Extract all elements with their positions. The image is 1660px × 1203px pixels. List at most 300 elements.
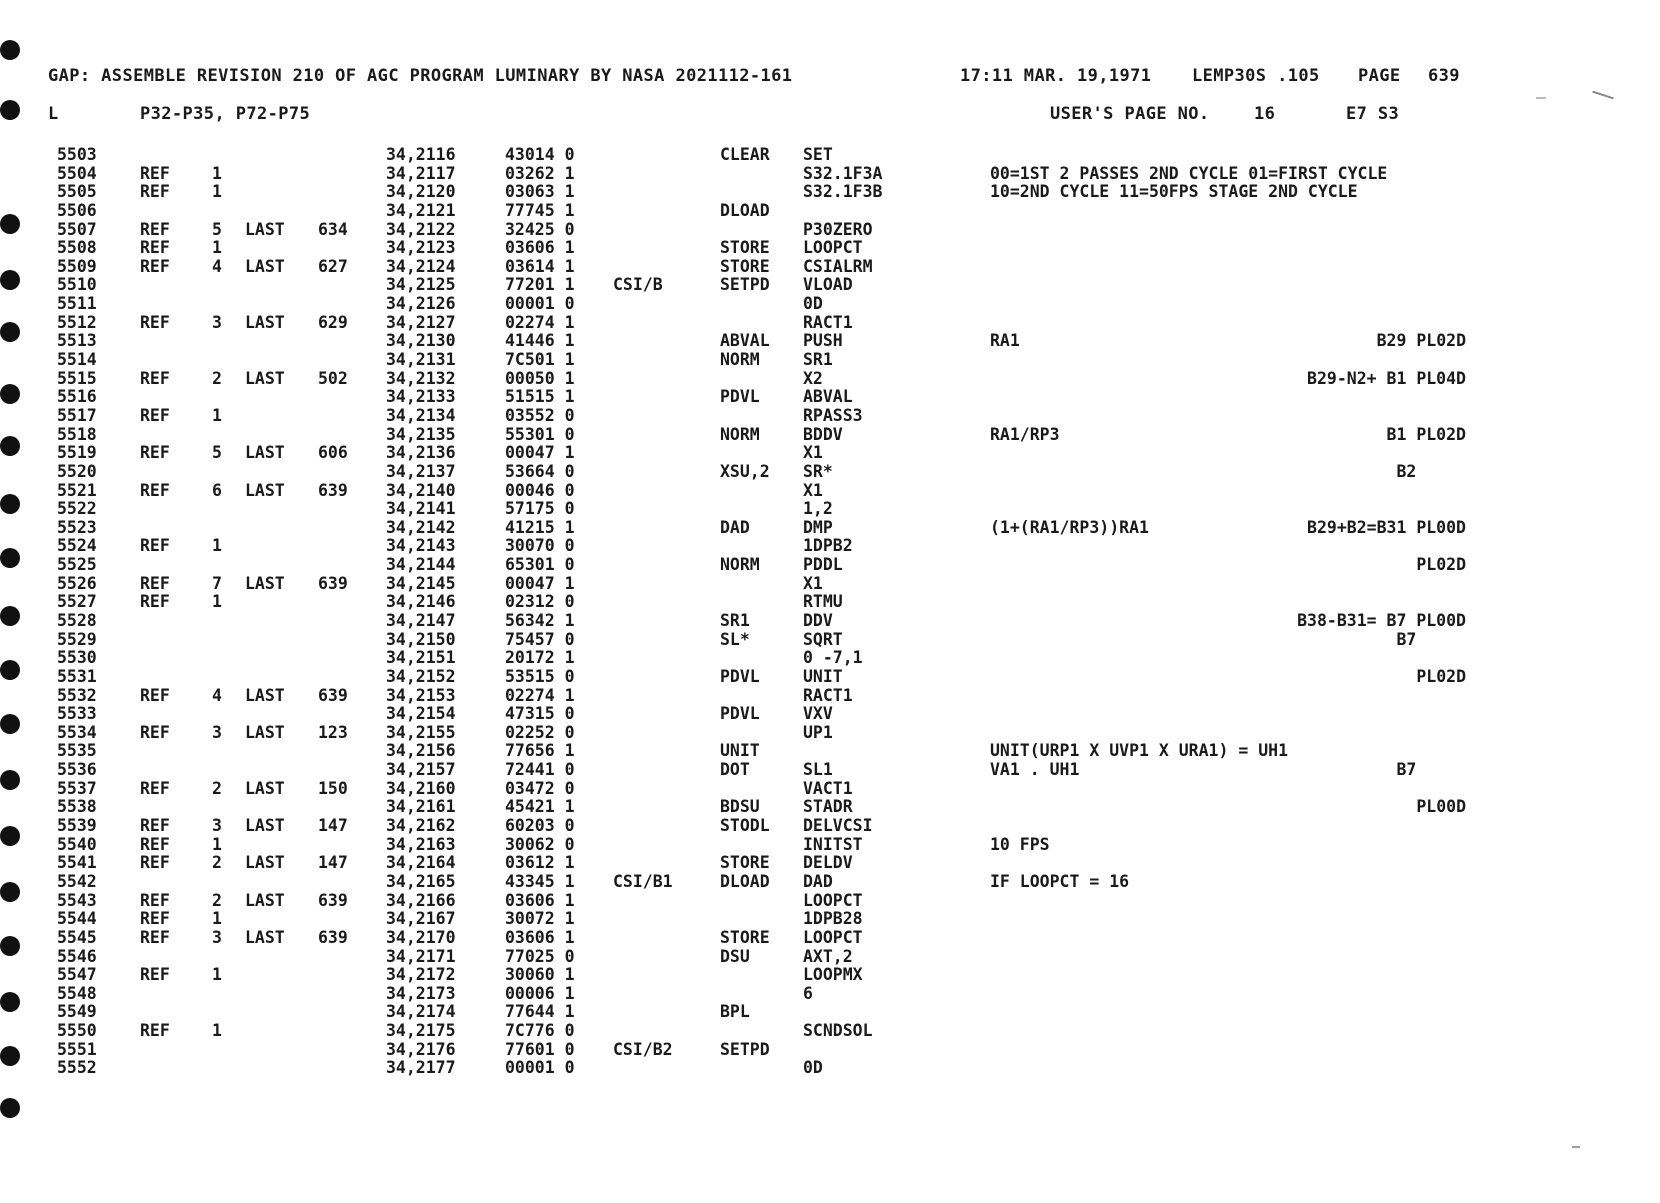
address: 34,2156 — [386, 741, 456, 761]
address: 34,2153 — [386, 685, 456, 705]
statement-label: CSI/B2 — [613, 1039, 673, 1059]
operand: UP1 — [803, 722, 833, 742]
last-page: 147 — [318, 816, 348, 836]
last-marker: LAST — [245, 927, 285, 947]
address: 34,2175 — [386, 1021, 456, 1041]
operand: 0D — [803, 1058, 823, 1078]
comment: IF LOOPCT = 16 — [990, 871, 1130, 891]
listing-row — [0, 257, 1660, 277]
octal-word: 03606 1 — [505, 890, 575, 910]
last-page: 123 — [318, 722, 348, 742]
octal-word: 02312 0 — [505, 592, 575, 612]
operand: S32.1F3A — [803, 163, 883, 183]
line-number: 5543 — [57, 890, 97, 910]
header-page-number: 639 — [1428, 66, 1460, 86]
subheader-code: E7 S3 — [1346, 104, 1400, 124]
line-number: 5538 — [57, 797, 97, 817]
last-marker: LAST — [245, 256, 285, 276]
octal-word: 7C776 0 — [505, 1021, 575, 1041]
operand: DELVCSI — [803, 816, 873, 836]
listing-row — [0, 872, 1660, 892]
octal-word: 00046 0 — [505, 480, 575, 500]
ref-count: 5 — [212, 219, 222, 239]
address: 34,2174 — [386, 1002, 456, 1022]
comment: RA1 — [990, 331, 1020, 351]
last-page: 639 — [318, 685, 348, 705]
opcode: NORM — [720, 350, 760, 370]
operand: LOOPMX — [803, 965, 863, 985]
opcode: STORE — [720, 256, 770, 276]
listing-row — [0, 443, 1660, 463]
opcode: SETPD — [720, 1039, 770, 1059]
last-marker: LAST — [245, 890, 285, 910]
listing-row — [0, 648, 1660, 668]
statement-label: CSI/B — [613, 275, 663, 295]
ref-count: 3 — [212, 722, 222, 742]
listing-row — [0, 387, 1660, 407]
opcode: STORE — [720, 853, 770, 873]
line-number: 5527 — [57, 592, 97, 612]
last-marker: LAST — [245, 480, 285, 500]
listing-row — [0, 536, 1660, 556]
listing-row — [0, 555, 1660, 575]
opcode: PDVL — [720, 666, 760, 686]
comment: UNIT(URP1 X UVP1 X URA1) = UH1 — [990, 741, 1289, 761]
address: 34,2161 — [386, 797, 456, 817]
line-number: 5548 — [57, 983, 97, 1003]
operand: DMP — [803, 517, 833, 537]
ref-count: 1 — [212, 965, 222, 985]
operand: STADR — [803, 797, 853, 817]
ref-marker: REF — [140, 927, 170, 947]
listing-row — [0, 1058, 1660, 1078]
octal-word: 75457 0 — [505, 629, 575, 649]
line-number: 5522 — [57, 499, 97, 519]
operand: VXV — [803, 704, 833, 724]
operand: VLOAD — [803, 275, 853, 295]
scale-comment: B38-B31= B7 PL00D — [1297, 611, 1466, 630]
line-number: 5552 — [57, 1058, 97, 1078]
address: 34,2121 — [386, 200, 456, 220]
listing-row — [0, 965, 1660, 985]
octal-word: 03606 1 — [505, 927, 575, 947]
address: 34,2155 — [386, 722, 456, 742]
punch-hole — [0, 100, 20, 120]
operand: LOOPCT — [803, 927, 863, 947]
address: 34,2150 — [386, 629, 456, 649]
ref-count: 1 — [212, 163, 222, 183]
octal-word: 00001 0 — [505, 294, 575, 314]
listing-row — [0, 984, 1660, 1004]
octal-word: 77201 1 — [505, 275, 575, 295]
octal-word: 02274 1 — [505, 685, 575, 705]
octal-word: 72441 0 — [505, 760, 575, 780]
octal-word: 30060 1 — [505, 965, 575, 985]
operand: AXT,2 — [803, 946, 853, 966]
octal-word: 55301 0 — [505, 424, 575, 444]
listing-row — [0, 164, 1660, 184]
line-number: 5507 — [57, 219, 97, 239]
scale-comment: PL00D — [1416, 797, 1466, 817]
address: 34,2136 — [386, 443, 456, 463]
operand: X1 — [803, 480, 823, 500]
address: 34,2164 — [386, 853, 456, 873]
ref-marker: REF — [140, 816, 170, 836]
address: 34,2142 — [386, 517, 456, 537]
ref-count: 1 — [212, 536, 222, 556]
octal-word: 65301 0 — [505, 555, 575, 575]
line-number: 5525 — [57, 555, 97, 575]
comment: 00=1ST 2 PASSES 2ND CYCLE 01=FIRST CYCLE — [990, 163, 1388, 183]
operand: SR* — [803, 461, 833, 481]
last-marker: LAST — [245, 573, 285, 593]
scale-comment: B2 — [1396, 461, 1466, 481]
ref-count: 2 — [212, 890, 222, 910]
scale-comment: B29-N2+ B1 PL04D — [1307, 368, 1466, 388]
octal-word: 77745 1 — [505, 200, 575, 220]
octal-word: 7C501 1 — [505, 350, 575, 370]
listing-row — [0, 816, 1660, 836]
scan-mark — [1536, 97, 1546, 99]
address: 34,2123 — [386, 238, 456, 258]
address: 34,2167 — [386, 909, 456, 929]
address: 34,2151 — [386, 648, 456, 668]
address: 34,2171 — [386, 946, 456, 966]
octal-word: 77644 1 — [505, 1002, 575, 1022]
octal-word: 00001 0 — [505, 1058, 575, 1078]
listing-row — [0, 313, 1660, 333]
last-marker: LAST — [245, 312, 285, 332]
operand: LOOPCT — [803, 238, 863, 258]
listing-row — [0, 518, 1660, 538]
ref-marker: REF — [140, 778, 170, 798]
operand: RACT1 — [803, 685, 853, 705]
scale-comment: PL02D — [1416, 555, 1466, 575]
operand: X2 — [803, 368, 823, 388]
subheader-section: P32-P35, P72-P75 — [140, 104, 311, 124]
line-number: 5526 — [57, 573, 97, 593]
address: 34,2120 — [386, 182, 456, 202]
line-number: 5511 — [57, 294, 97, 314]
octal-word: 47315 0 — [505, 704, 575, 724]
address: 34,2117 — [386, 163, 456, 183]
operand: DAD — [803, 871, 833, 891]
address: 34,2131 — [386, 350, 456, 370]
operand: 0D — [803, 294, 823, 314]
listing-row — [0, 350, 1660, 370]
address: 34,2127 — [386, 312, 456, 332]
octal-word: 77025 0 — [505, 946, 575, 966]
ref-marker: REF — [140, 834, 170, 854]
address: 34,2165 — [386, 871, 456, 891]
last-marker: LAST — [245, 853, 285, 873]
address: 34,2130 — [386, 331, 456, 351]
listing-row — [0, 723, 1660, 743]
comment: VA1 . UH1 — [990, 760, 1080, 780]
address: 34,2125 — [386, 275, 456, 295]
opcode: DLOAD — [720, 200, 770, 220]
line-number: 5545 — [57, 927, 97, 947]
line-number: 5531 — [57, 666, 97, 686]
address: 34,2173 — [386, 983, 456, 1003]
octal-word: 00050 1 — [505, 368, 575, 388]
ref-marker: REF — [140, 685, 170, 705]
octal-word: 57175 0 — [505, 499, 575, 519]
line-number: 5512 — [57, 312, 97, 332]
ref-count: 2 — [212, 778, 222, 798]
ref-marker: REF — [140, 256, 170, 276]
opcode: ABVAL — [720, 331, 770, 351]
operand: P30ZERO — [803, 219, 873, 239]
comment: RA1/RP3 — [990, 424, 1060, 444]
line-number: 5544 — [57, 909, 97, 929]
address: 34,2146 — [386, 592, 456, 612]
listing-row — [0, 835, 1660, 855]
listing-row — [0, 1002, 1660, 1022]
octal-word: 56342 1 — [505, 611, 575, 630]
operand: 1,2 — [803, 499, 833, 519]
ref-count: 2 — [212, 368, 222, 388]
last-page: 629 — [318, 312, 348, 332]
octal-word: 32425 0 — [505, 219, 575, 239]
line-number: 5505 — [57, 182, 97, 202]
punch-hole — [0, 1098, 20, 1118]
operand: PDDL — [803, 555, 843, 575]
header-job: LEMP30S .105 — [1192, 66, 1320, 86]
listing-row — [0, 481, 1660, 501]
last-page: 606 — [318, 443, 348, 463]
ref-marker: REF — [140, 182, 170, 202]
listing-row — [0, 891, 1660, 911]
operand: SQRT — [803, 629, 843, 649]
ref-marker: REF — [140, 909, 170, 929]
octal-word: 03552 0 — [505, 405, 575, 425]
operand: DDV — [803, 611, 833, 630]
operand: ABVAL — [803, 387, 853, 407]
line-number: 5517 — [57, 405, 97, 425]
octal-word: 03614 1 — [505, 256, 575, 276]
listing-row — [0, 275, 1660, 295]
line-number: 5529 — [57, 629, 97, 649]
operand: CSIALRM — [803, 256, 873, 276]
listing-row — [0, 369, 1660, 389]
octal-word: 41446 1 — [505, 331, 575, 351]
octal-word: 03262 1 — [505, 163, 575, 183]
ref-count: 1 — [212, 405, 222, 425]
ref-marker: REF — [140, 536, 170, 556]
octal-word: 53664 0 — [505, 461, 575, 481]
opcode: DLOAD — [720, 871, 770, 891]
opcode: CLEAR — [720, 145, 770, 164]
ref-count: 4 — [212, 256, 222, 276]
octal-word: 03606 1 — [505, 238, 575, 258]
operand: 1DPB28 — [803, 909, 863, 929]
octal-word: 51515 1 — [505, 387, 575, 407]
last-marker: LAST — [245, 368, 285, 388]
ref-marker: REF — [140, 368, 170, 388]
octal-word: 77601 0 — [505, 1039, 575, 1059]
opcode: STODL — [720, 816, 770, 836]
ref-marker: REF — [140, 219, 170, 239]
listing-row — [0, 201, 1660, 221]
listing-row — [0, 1021, 1660, 1041]
operand: VACT1 — [803, 778, 853, 798]
last-marker: LAST — [245, 778, 285, 798]
address: 34,2133 — [386, 387, 456, 407]
ref-marker: REF — [140, 573, 170, 593]
line-number: 5539 — [57, 816, 97, 836]
line-number: 5546 — [57, 946, 97, 966]
listing-row — [0, 1040, 1660, 1060]
opcode: STORE — [720, 927, 770, 947]
comment: 10=2ND CYCLE 11=50FPS STAGE 2ND CYCLE — [990, 182, 1358, 202]
operand: INITST — [803, 834, 863, 854]
listing-row — [0, 853, 1660, 873]
octal-word: 43014 0 — [505, 145, 575, 164]
listing-row — [0, 406, 1660, 426]
octal-word: 30072 1 — [505, 909, 575, 929]
listing-row — [0, 797, 1660, 817]
line-number: 5551 — [57, 1039, 97, 1059]
address: 34,2116 — [386, 145, 456, 164]
listing-row — [0, 928, 1660, 948]
address: 34,2154 — [386, 704, 456, 724]
octal-word: 00047 1 — [505, 573, 575, 593]
listing-row — [0, 425, 1660, 445]
address: 34,2172 — [386, 965, 456, 985]
last-page: 639 — [318, 573, 348, 593]
octal-word: 03612 1 — [505, 853, 575, 873]
last-page: 627 — [318, 256, 348, 276]
ref-count: 1 — [212, 592, 222, 612]
ref-marker: REF — [140, 443, 170, 463]
address: 34,2143 — [386, 536, 456, 556]
ref-marker: REF — [140, 163, 170, 183]
scale-comment: B7 — [1396, 629, 1466, 649]
listing-row — [0, 462, 1660, 482]
opcode: SETPD — [720, 275, 770, 295]
listing-row — [0, 294, 1660, 314]
comment: 10 FPS — [990, 834, 1050, 854]
ref-count: 4 — [212, 685, 222, 705]
listing-row — [0, 592, 1660, 612]
listing-row — [0, 667, 1660, 687]
operand: LOOPCT — [803, 890, 863, 910]
address: 34,2134 — [386, 405, 456, 425]
operand: 0 -7,1 — [803, 648, 863, 668]
ref-marker: REF — [140, 405, 170, 425]
opcode: STORE — [720, 238, 770, 258]
listing-row — [0, 331, 1660, 351]
opcode: XSU,2 — [720, 461, 770, 481]
line-number: 5541 — [57, 853, 97, 873]
ref-count: 3 — [212, 312, 222, 332]
octal-word: 03063 1 — [505, 182, 575, 202]
ref-count: 2 — [212, 853, 222, 873]
operand: SL1 — [803, 760, 833, 780]
scale-comment: B7 — [1396, 760, 1466, 780]
opcode: SL* — [720, 629, 750, 649]
operand: X1 — [803, 443, 823, 463]
scan-mark — [1572, 1146, 1580, 1148]
listing-row — [0, 741, 1660, 761]
address: 34,2152 — [386, 666, 456, 686]
line-number: 5537 — [57, 778, 97, 798]
octal-word: 43345 1 — [505, 871, 575, 891]
operand: UNIT — [803, 666, 843, 686]
address: 34,2163 — [386, 834, 456, 854]
line-number: 5506 — [57, 200, 97, 220]
opcode: NORM — [720, 555, 760, 575]
listing-row — [0, 686, 1660, 706]
address: 34,2177 — [386, 1058, 456, 1078]
listing-row — [0, 499, 1660, 519]
line-number: 5530 — [57, 648, 97, 668]
address: 34,2162 — [386, 816, 456, 836]
last-marker: LAST — [245, 443, 285, 463]
octal-word: 20172 1 — [505, 648, 575, 668]
octal-word: 02274 1 — [505, 312, 575, 332]
last-page: 502 — [318, 368, 348, 388]
listing-row — [0, 909, 1660, 929]
address: 34,2170 — [386, 927, 456, 947]
ref-marker: REF — [140, 480, 170, 500]
line-number: 5516 — [57, 387, 97, 407]
operand: RTMU — [803, 592, 843, 612]
octal-word: 60203 0 — [505, 816, 575, 836]
octal-word: 03472 0 — [505, 778, 575, 798]
opcode: DAD — [720, 517, 750, 537]
listing-row — [0, 779, 1660, 799]
listing-row — [0, 947, 1660, 967]
opcode: DSU — [720, 946, 750, 966]
last-page: 639 — [318, 480, 348, 500]
operand: 1DPB2 — [803, 536, 853, 556]
last-page: 150 — [318, 778, 348, 798]
ref-marker: REF — [140, 890, 170, 910]
listing-row — [0, 611, 1660, 631]
statement-label: CSI/B1 — [613, 871, 673, 891]
opcode: SR1 — [720, 611, 750, 630]
address: 34,2141 — [386, 499, 456, 519]
line-number: 5534 — [57, 722, 97, 742]
operand: BDDV — [803, 424, 843, 444]
octal-word: 30070 0 — [505, 536, 575, 556]
line-number: 5532 — [57, 685, 97, 705]
line-number: 5533 — [57, 704, 97, 724]
address: 34,2176 — [386, 1039, 456, 1059]
octal-word: 00006 1 — [505, 983, 575, 1003]
line-number: 5523 — [57, 517, 97, 537]
address: 34,2124 — [386, 256, 456, 276]
listing-row — [0, 220, 1660, 240]
ref-marker: REF — [140, 592, 170, 612]
ref-count: 3 — [212, 927, 222, 947]
operand: S32.1F3B — [803, 182, 883, 202]
address: 34,2122 — [386, 219, 456, 239]
address: 34,2166 — [386, 890, 456, 910]
address: 34,2147 — [386, 611, 456, 630]
operand: RACT1 — [803, 312, 853, 332]
listing-row — [0, 182, 1660, 202]
last-page: 639 — [318, 890, 348, 910]
scale-comment: B29 PL02D — [1376, 331, 1466, 351]
octal-word: 45421 1 — [505, 797, 575, 817]
listing-row — [0, 574, 1660, 594]
last-marker: LAST — [245, 685, 285, 705]
ref-marker: REF — [140, 312, 170, 332]
header-title: GAP: ASSEMBLE REVISION 210 OF AGC PROGRAM LUMINARY BY NASA 2021112-161 — [48, 66, 793, 86]
